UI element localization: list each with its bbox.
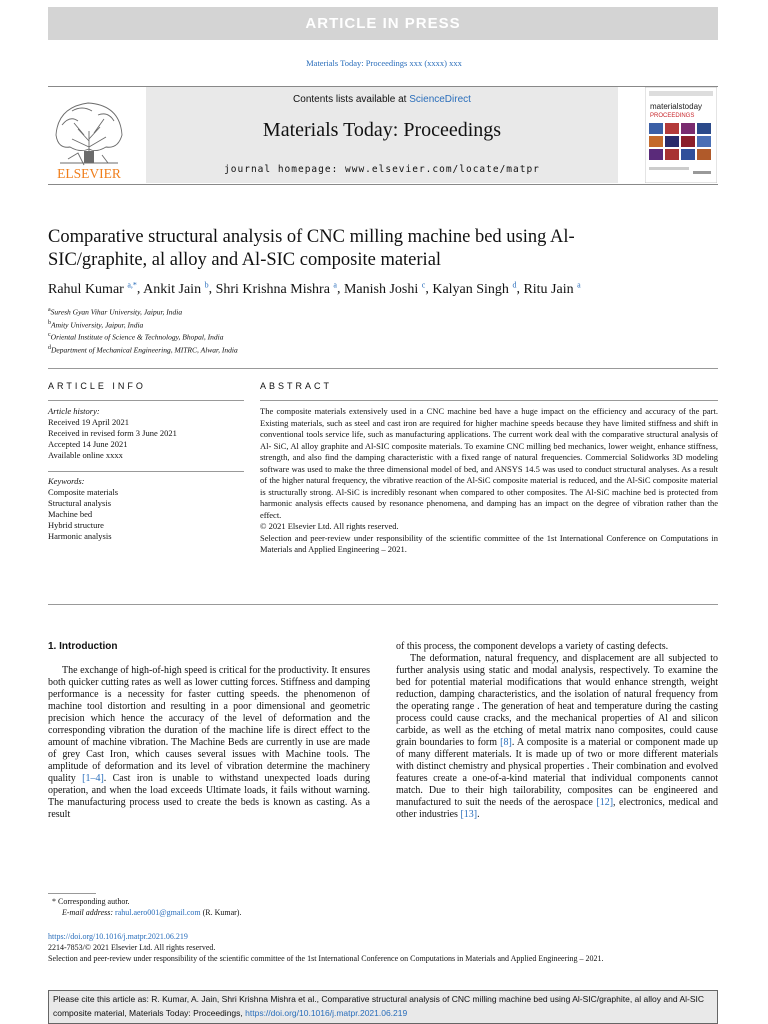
section-divider xyxy=(48,368,718,369)
journal-title: Materials Today: Proceedings xyxy=(262,119,502,141)
contents-prefix: Contents lists available at xyxy=(293,94,407,105)
affiliations xyxy=(48,305,648,355)
svg-text:PROCEEDINGS: PROCEEDINGS xyxy=(650,113,695,119)
author-2[interactable]: Ankit Jain $^b$ xyxy=(143,280,209,297)
history-item: Received 19 April 2021 xyxy=(48,417,129,427)
author-list: Rahul Kumar $^{a,*}$, Ankit Jain $^b$, Shri Krishna Mishra $^a$, Manish Joshi $^c$, Kalyan Singh $^d$, Ritu Jain $^a$ xyxy=(48,280,581,297)
article-info-heading: ARTICLE INFO xyxy=(48,381,146,391)
body-column-right xyxy=(396,641,718,821)
keyword-item: Composite materials xyxy=(48,487,119,497)
corresponding-author-note: * Corresponding author. E-mail address: rahul.aero001@gmail.com (R. Kumar). xyxy=(52,897,242,917)
intro-paragraph-1-continued: of this process, the component develops a variety of casting defects. xyxy=(396,641,669,652)
doi-link[interactable]: https://doi.org/10.1016/j.matpr.2021.06.219 xyxy=(48,932,188,941)
intro-heading: 1. Introduction xyxy=(48,641,118,652)
journal-citation-line[interactable]: Materials Today: Proceedings xxx (xxxx) xxx xyxy=(306,58,462,68)
intro-paragraph-2: The deformation, natural frequency, and displacement are all subjected to further analysis using static and modal analysis, respectively. To examine the bed for potential material modifications that would enhance strength, weight reduction, damping characteristics, and the isolation of natural frequency from the operating range . The generation of heat and temperature during the casting process could cause cracks, and the mechanical properties of Al and silicon carbide, as well as the etching of metal matrix nano composites, could cause grain boundaries to form [8]. A composite is a material or component made up of many different materials. It is made up of two or more different materials with distinct chemistry and physical properties . Their combination and evolved features create a one-of-a-kind material that individual components cannot match. Due to their high tailorability, composites can be engineered and manufactured to suit the needs of the aerospace [12], electronics, medical and other industries [13]. xyxy=(396,653,719,820)
affiliation-item: $^c$Oriental Institute of Science & Technology, Bhopal, India xyxy=(48,332,224,342)
journal-cover-thumbnail xyxy=(645,87,717,183)
abstract-bottom-divider xyxy=(48,604,718,605)
author-5[interactable]: Kalyan Singh $^d$ xyxy=(432,280,517,297)
author-6[interactable]: Ritu Jain $^a$ xyxy=(523,280,581,297)
abstract-body xyxy=(260,406,718,556)
cite-text: Please cite this article as: R. Kumar, A. Jain, Shri Krishna Mishra et al., Comparative structural analysis of CNC milling machine bed using Al-SIC/graphite, al alloy and Al-SIC composite material, Materials Today: Proceedings, xyxy=(53,994,705,1018)
info-divider xyxy=(48,400,244,401)
history-item: Accepted 14 June 2021 xyxy=(48,439,128,449)
footnote-divider xyxy=(48,893,96,894)
affiliation-item: $^b$Amity University, Jaipur, India xyxy=(48,319,144,329)
contents-line xyxy=(146,94,618,105)
abstract-heading: ABSTRACT xyxy=(260,381,333,391)
keywords-divider xyxy=(48,471,244,472)
sciencedirect-link[interactable]: ScienceDirect xyxy=(409,94,471,105)
author-1[interactable]: Rahul Kumar $^{a,*}$ xyxy=(48,280,137,297)
keyword-item: Hybrid structure xyxy=(48,520,104,530)
body-column-left xyxy=(48,641,370,821)
history-item: Received in revised form 3 June 2021 xyxy=(48,428,177,438)
keyword-item: Machine bed xyxy=(48,509,93,519)
citation-link[interactable]: [1–4] xyxy=(82,773,104,784)
keyword-item: Structural analysis xyxy=(48,498,112,508)
article-history xyxy=(48,406,177,461)
cite-this-article-box xyxy=(48,990,718,1024)
citation-link[interactable]: [8] xyxy=(500,737,512,748)
affiliation-item: $^d$Department of Mechanical Engineering, MITRC, Alwar, India xyxy=(48,344,238,354)
abstract-copyright: © 2021 Elsevier Ltd. All rights reserved. xyxy=(260,521,399,531)
author-4[interactable]: Manish Joshi $^c$ xyxy=(343,280,426,297)
keyword-item: Harmonic analysis xyxy=(48,531,112,541)
journal-homepage[interactable]: journal homepage: www.elsevier.com/locate/matpr xyxy=(224,164,540,175)
keywords-label: Keywords: xyxy=(48,476,85,486)
abstract-peer-review: Selection and peer-review under responsibility of the scientific committee of the 1st International Conference on Computations in Materials and Applied Engineering – 2021. xyxy=(260,532,718,554)
author-3[interactable]: Shri Krishna Mishra $^a$ xyxy=(215,280,337,297)
history-label: Article history: xyxy=(48,406,100,416)
abstract-text: The composite materials extensively used in a CNC machine bed have a huge impact on the efficiency and accuracy of the part. Existing materials, such as steel and cast iron are required for higher machine speeds because they have limited stiffness and shift in conventional tools service life, such as manufacturing applications. The current work deal with the comparative structural analysis of Al- SiC, Al alloy graphite and Al-SIC composite materials. To examine CNC milling bed mechanics, lower weight, enhance stiffness, strength, and also find the damping characteristic with a fixed range of natural frequencies. Commercial Solidworks 3D modeling software was used to make the three dimensional model of bed, and ANSYS 14.5 was used to conduct structural analyses. As a result of the higher natural frequency, the vibrative reaction of the Al-SiC composite material is reduced, and the Al-SiC composite material is structurally strong. Al-SiC is incredibly resonant when compared to other composites. The Al-SiC machine bed is protected from harmonic analysis effects caused by resonance phenomena, and damping has an impact on the degree of vibration rather than the effect. xyxy=(260,406,718,520)
journal-info-box xyxy=(146,87,618,183)
citation-link[interactable]: [12] xyxy=(596,797,614,808)
author-email-link[interactable]: rahul.aero001@gmail.com xyxy=(115,908,201,917)
keywords xyxy=(48,476,118,542)
issn-line: 2214-7853/© 2021 Elsevier Ltd. All rights reserved. xyxy=(48,943,216,952)
publication-footer xyxy=(48,931,603,964)
cover-title-text: materialstoday xyxy=(650,102,703,111)
intro-paragraph-1: The exchange of high-of-high speed is critical for the productivity. It ensures both quicker cutting rates as well as lower cutting forces. Stiffness and damping performance is a necessity for faster cutting speeds. the phenomenon of machine tool distortion and resulting in a poor dimensional and geometric precision which hence the accuracy of the level of deformation and the corresponding vibration the duration of the machine life is direct effect to the amount of machine vibration. The Machine Beds are currently in use are made of grey Cast Iron, which causes several issues with Machine tools. The amplitude of deformation and its level of vibration determine the machinery quality [1–4]. Cast iron is unable to withstand unexpected loads during operation, and when the load exceeds Ultimate loads, it fails without warning. The manufacturing process used to create the beds is known as casting. As a result xyxy=(48,665,370,820)
footer-peer-review: Selection and peer-review under responsibility of the scientific committee of the 1st International Conference on Computations in Materials and Applied Engineering – 2021. xyxy=(48,954,604,963)
affiliation-item: $^a$Suresh Gyan Vihar University, Jaipur, India xyxy=(48,307,183,317)
cite-doi-link[interactable]: https://doi.org/10.1016/j.matpr.2021.06.219 xyxy=(245,1008,408,1018)
article-title: Comparative structural analysis of CNC milling machine bed using Al-SIC/graphite, al alloy and Al-SIC composite material xyxy=(48,227,575,270)
history-item: Available online xxxx xyxy=(48,450,123,460)
abstract-divider xyxy=(260,400,718,401)
citation-link[interactable]: [13] xyxy=(460,809,478,820)
article-in-press-banner: ARTICLE IN PRESS xyxy=(48,7,718,40)
elsevier-logo-text: ELSEVIER xyxy=(57,166,121,181)
elsevier-tree-logo xyxy=(48,95,130,181)
journal-header xyxy=(48,86,718,185)
